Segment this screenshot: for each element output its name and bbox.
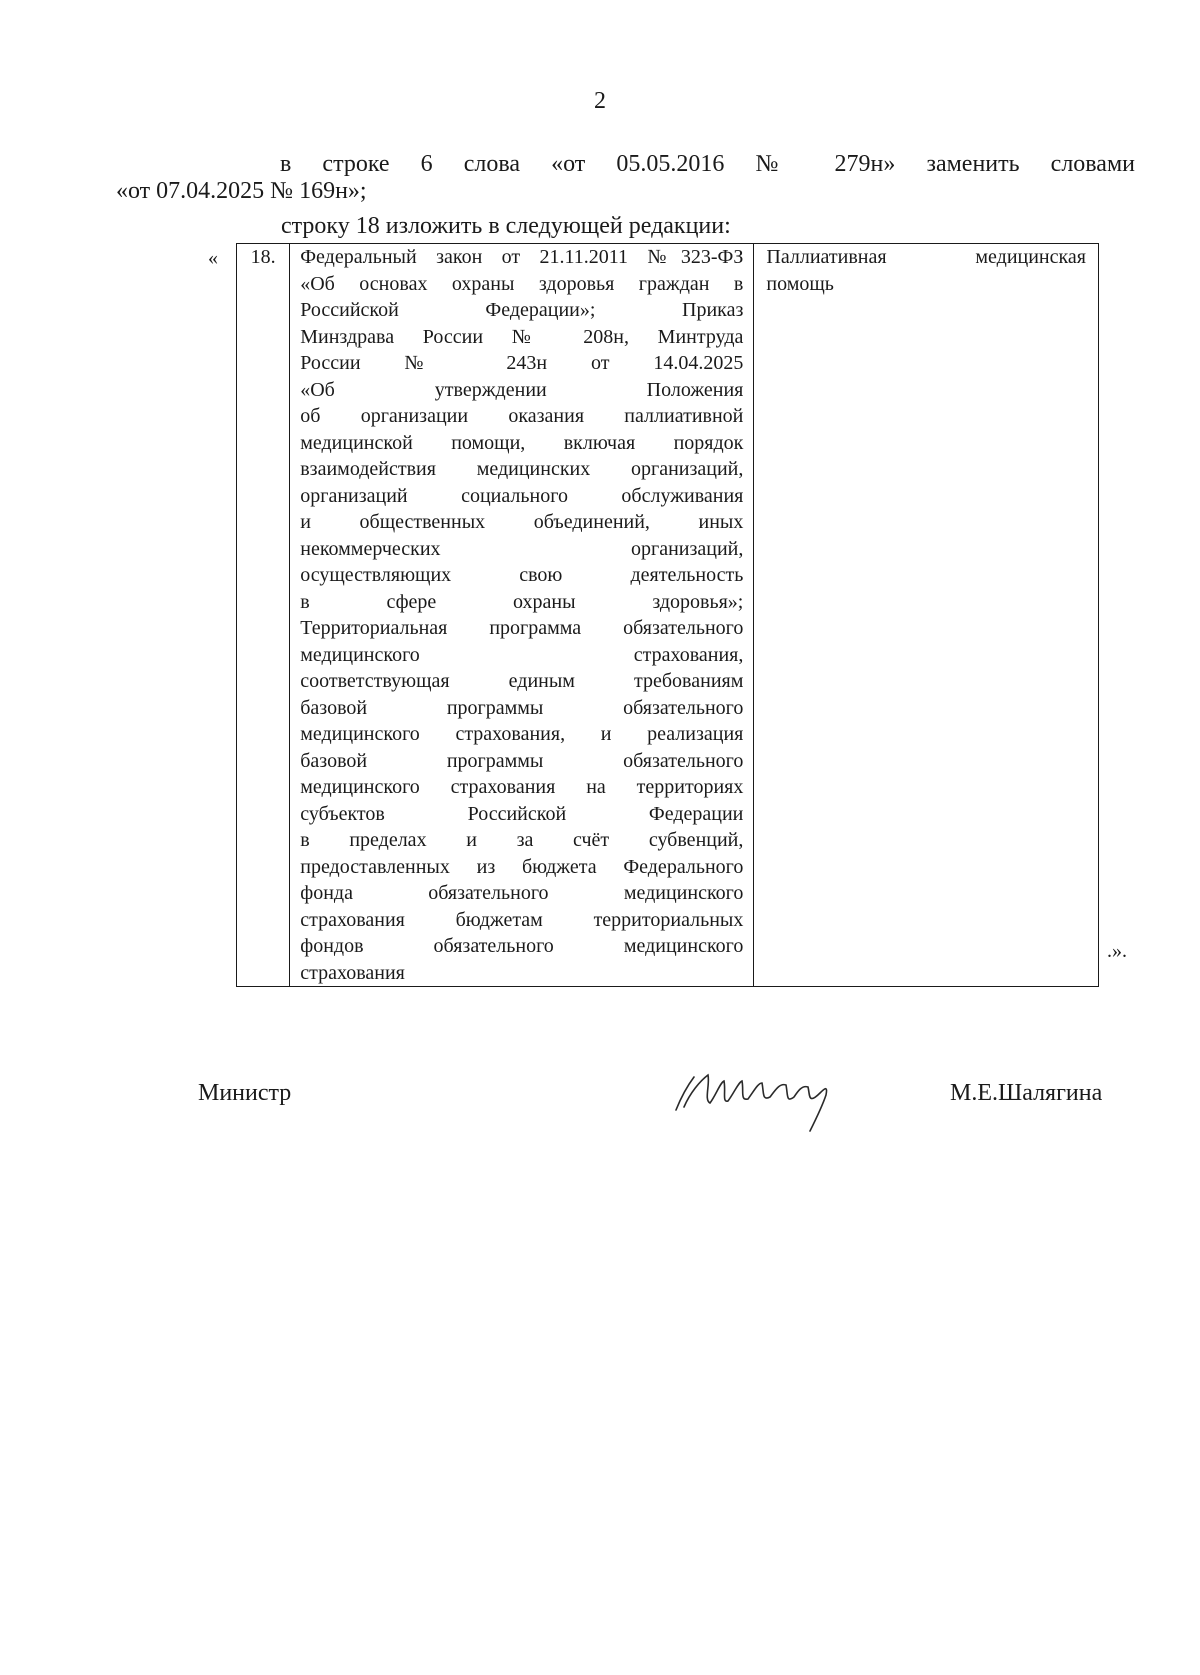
legal-basis-text [290,244,753,986]
legal-basis-line: «Об основах охраны здоровья граждан в [300,272,744,295]
opening-quote: « [208,247,218,269]
legal-basis-line: Минздрава России № 208н, Минтруда [300,325,744,348]
legal-basis-line: базовой программы обязательного [300,749,744,772]
handwritten-signature [670,1055,870,1135]
amendment-paragraph-2: строку 18 изложить в следующей редакции: [281,213,731,239]
legal-basis-line: в сфере охраны здоровья»; [300,590,744,613]
legal-basis-line: Федеральный закон от 21.11.2011 №323-ФЗ [300,246,744,268]
legal-basis-line: в пределах и за счёт субвенций, [300,829,744,851]
legal-basis-line: некоммерческих организаций, [300,537,744,560]
legal-basis-line: фондов обязательного медицинского [300,935,744,957]
row-number: 18. [250,246,276,268]
amendment-paragraph-1 [116,151,1135,205]
signatory-position: Министр [198,1080,292,1106]
legal-basis-line: организаций социального обслуживания [300,484,744,507]
care-type-line-1: Паллиативная медицинская [766,246,1086,268]
legal-basis-line: осуществляющих свою деятельность [300,564,744,586]
legal-basis-line: медицинской помощи, включая порядок [300,431,744,454]
legal-basis-line: страхования [300,961,405,984]
legal-basis-line: страхования бюджетам территориальных [300,908,744,931]
legal-basis-line: Российской Федерации»; Приказ [300,299,744,321]
legal-basis-line: медицинского страхования, [300,643,744,666]
care-type-cell [754,244,1099,987]
legal-basis-line: базовой программы обязательного [300,696,744,719]
table-row [237,244,1099,987]
legal-basis-line: об организации оказания паллиативной [300,405,744,427]
row-number-cell [237,244,290,987]
legal-basis-line: соответствующая единым требованиям [300,670,744,692]
legal-basis-cell [290,244,754,987]
legal-basis-line: медицинского страхования на территориях [300,776,744,798]
page-number: 2 [594,88,606,114]
legal-basis-line: предоставленных из бюджета Федерального [300,855,744,878]
legal-basis-line: России № 243н от 14.04.2025 [300,352,744,374]
legal-basis-line: и общественных объединений, иных [300,511,744,533]
legal-basis-line: субъектов Российской Федерации [300,802,744,825]
legal-basis-line: медицинского страхования, и реализация [300,723,744,745]
care-type-line-2: помощь [766,272,834,295]
closing-quote: .». [1107,940,1127,962]
legal-basis-line: Территориальная программа обязательного [300,617,744,639]
amendment-table [236,243,1099,987]
legal-basis-line: фонда обязательного медицинского [300,882,744,904]
legal-basis-line: взаимодействия медицинских организаций, [300,458,744,480]
paragraph-1-line-1: в строке 6 слова «от 05.05.2016 № 279н» заменить словами [280,151,1135,177]
signatory-name: М.Е.Шалягина [950,1080,1103,1106]
legal-basis-line: «Об утверждении Положения [300,378,744,401]
paragraph-1-line-2: «от 07.04.2025 № 169н»; [116,178,367,204]
care-type-text [754,244,1098,297]
